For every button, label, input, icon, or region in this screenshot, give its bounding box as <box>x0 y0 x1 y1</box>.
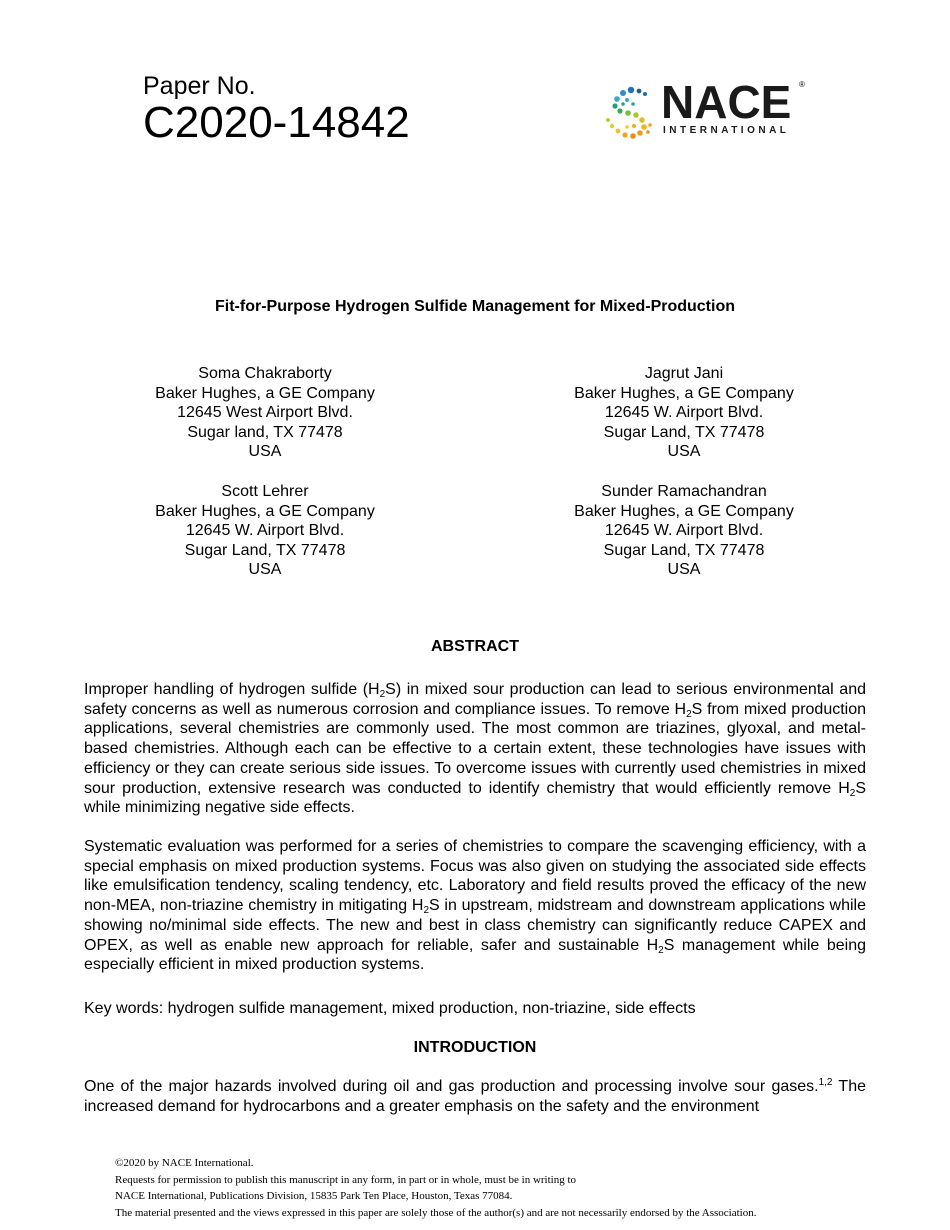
author-city: Sugar Land, TX 77478 <box>603 423 765 441</box>
author-street: 12645 West Airport Blvd. <box>177 404 353 422</box>
logo-registered: ® <box>799 80 805 89</box>
author-name: Scott Lehrer <box>221 483 309 500</box>
footer-line: Requests for permission to publish this manuscript in any form, in part or in whole, must be in writing to <box>115 1173 577 1186</box>
introduction-paragraph: One of the major hazards involved during oil and gas production and processing involve sour gases.$^{1,2}$ The increased demand for hydrocarbons and a greater emphasis on the safety and the environment <box>84 1077 866 1115</box>
footer-line: The material presented and the views expressed in this paper are solely those of the author(s) and are not necessarily endorsed by the Association. <box>115 1206 757 1219</box>
author-street: 12645 W. Airport Blvd. <box>604 404 764 422</box>
author-city: Sugar Land, TX 77478 <box>184 541 346 559</box>
author-street: 12645 W. Airport Blvd. <box>604 522 764 540</box>
author-org: Baker Hughes, a GE Company <box>155 384 375 402</box>
author-org: Baker Hughes, a GE Company <box>574 384 794 402</box>
logo-text: NACE <box>661 76 792 128</box>
author-name: Jagrut Jani <box>644 365 724 382</box>
introduction-heading: INTRODUCTION <box>413 1039 537 1056</box>
author-city: Sugar Land, TX 77478 <box>603 541 765 559</box>
author-block <box>534 482 834 580</box>
author-block <box>115 364 415 462</box>
author-name: Sunder Ramachandran <box>601 483 767 500</box>
keywords: Key words: hydrogen sulfide management, mixed production, non-triazine, side effects <box>84 1000 696 1017</box>
nace-logo <box>603 76 808 142</box>
footer-line: ©2020 by NACE International. <box>115 1157 254 1169</box>
author-block <box>115 482 415 580</box>
author-country: USA <box>248 443 282 461</box>
abstract-paragraph-1: Improper handling of hydrogen sulfide $(H_2S)$ in mixed sour production can lead to serious environmental and safety concerns as well as numerous corrosion and compliance issues. To remove $H_2S$ from mixed production applications, several chemistries are commonly used. The most common are triazines, glyoxal, and metal-based chemistries. Although each can be effective to a certain extent, these technologies have issues with efficiency or they can create serious side issues. To overcome issues with currently used chemistries in mixed sour production, extensive research was conducted to identify chemistry that would efficiently remove $H_2S$ while minimizing negative side effects. <box>84 681 867 817</box>
author-country: USA <box>667 561 701 579</box>
author-org: Baker Hughes, a GE Company <box>574 502 794 520</box>
nace-swirl-icon <box>603 82 659 142</box>
copyright-footer <box>115 1155 756 1221</box>
author-org: Baker Hughes, a GE Company <box>155 502 375 520</box>
paper-title: Fit-for-Purpose Hydrogen Sulfide Management for Mixed-Production <box>214 298 735 315</box>
author-name: Soma Chakraborty <box>198 365 332 382</box>
paper-number-block <box>143 72 410 146</box>
author-country: USA <box>248 561 282 579</box>
author-block <box>534 364 834 462</box>
abstract-heading: ABSTRACT <box>431 638 519 655</box>
author-street: 12645 W. Airport Blvd. <box>185 522 345 540</box>
author-country: USA <box>667 443 701 461</box>
footer-line: NACE International, Publications Division, 15835 Park Ten Place, Houston, Texas 77084. <box>115 1190 513 1202</box>
paper-number: C2020-14842 <box>143 98 410 147</box>
author-city: Sugar land, TX 77478 <box>187 423 343 441</box>
logo-subtext: INTERNATIONAL <box>663 125 790 136</box>
paper-label: Paper No. <box>143 72 256 100</box>
abstract-paragraph-2: Systematic evaluation was performed for a series of chemistries to compare the scavenging efficiency, with a special emphasis on mixed production systems. Focus was also given on studying the associated side effects like emulsification tendency, scaling tendency, etc. Laboratory and field results proved the efficacy of the new non-MEA, non-triazine chemistry in mitigating $H_2S$ in upstream, midstream and downstream applications while showing no/minimal side effects. The new and best in class chemistry can significantly reduce CAPEX and OPEX, as well as enable new approach for reliable, safer and sustainable $H_2S$ management while being especially efficient in mixed production systems. <box>84 838 866 974</box>
